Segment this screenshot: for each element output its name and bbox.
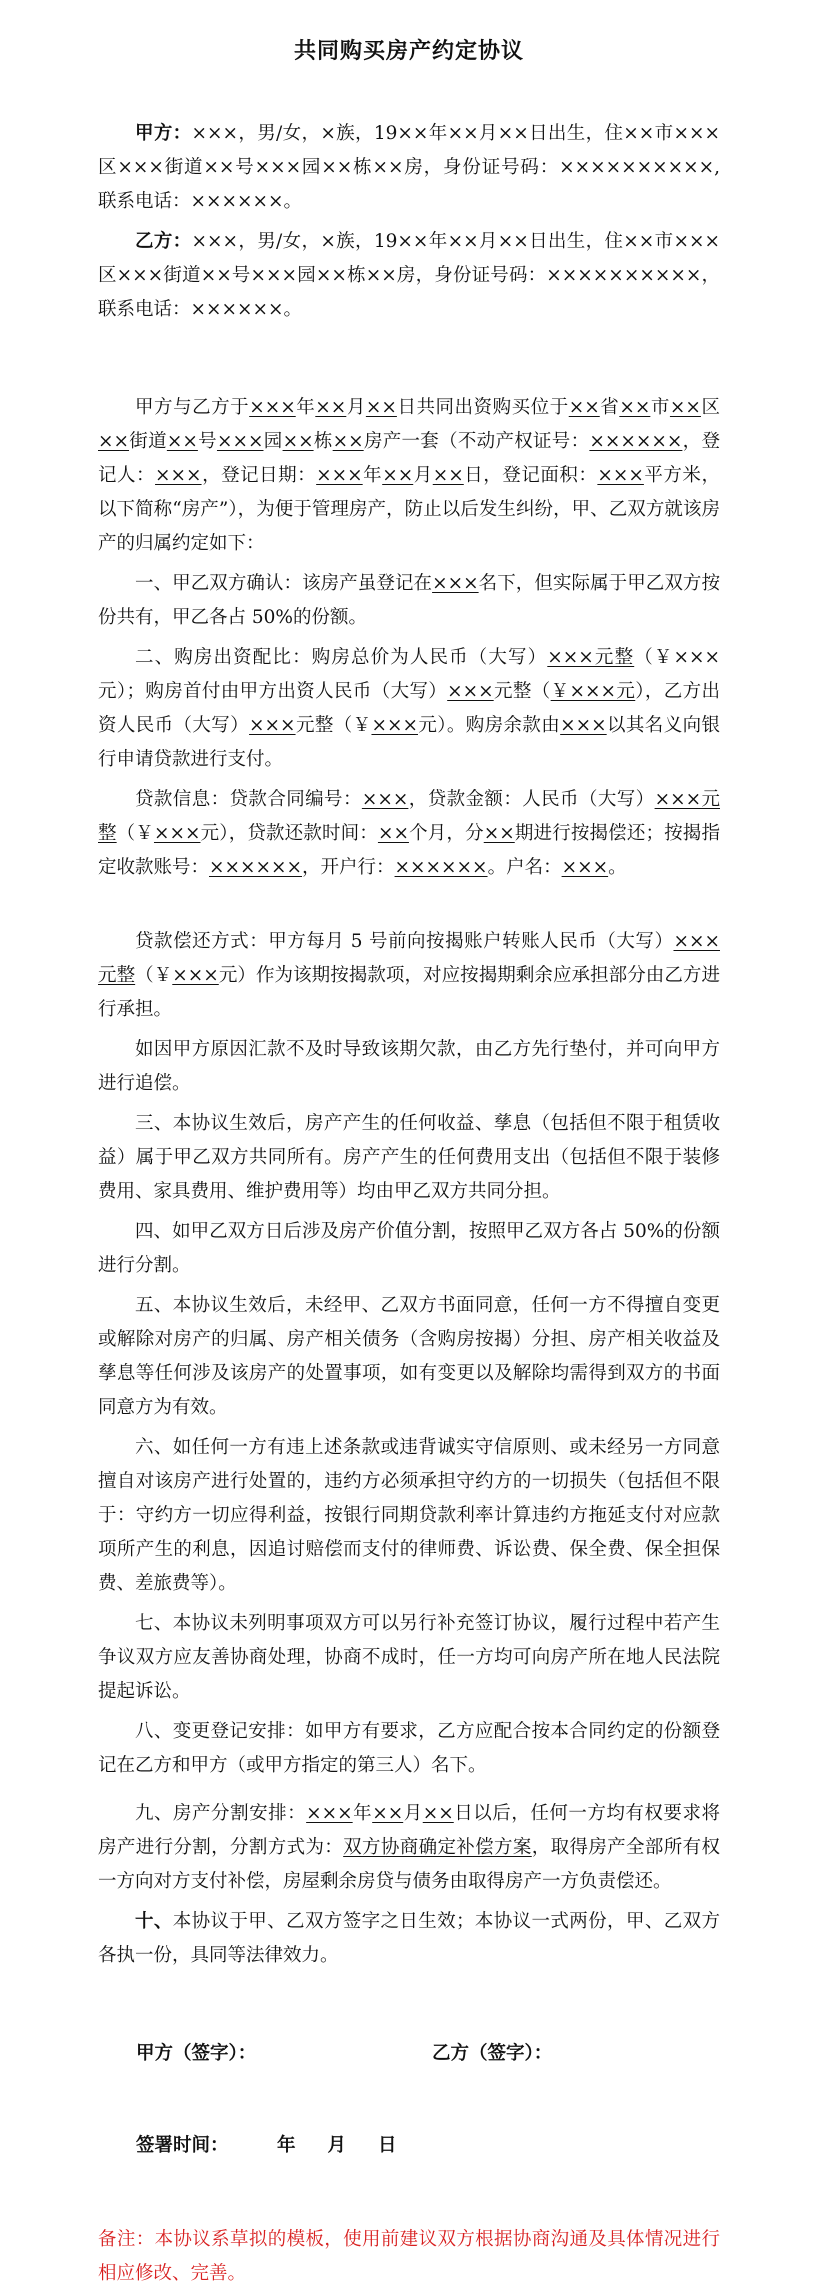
date-month-unit: 月 [327,2135,347,2156]
blank-field: ×××元整 [547,647,635,668]
text: ，贷款金额：人民币（大写） [408,789,655,810]
blank-field: ×× [315,397,347,418]
text: 甲方与乙方于 [135,397,250,418]
document-title: 共同购买房产约定协议 [293,39,524,64]
text: 月 [413,465,433,486]
text: 市 [650,397,670,418]
party-b-text: ×××，男/女，×族，19××年××月××日出生，住××市×××区×××街道××号×××园××栋××房，身份证号码：××××××××××，联系电话：××××××。 [98,231,720,320]
text: （￥ [135,965,173,986]
clause-1 [98,567,720,635]
text: 期进行按揭偿还；按揭指定收款账号： [98,823,720,878]
blank-field: ×× [98,431,130,452]
blank-field: ×× [669,397,701,418]
text: 以其名义向银行申请贷款进行支付。 [98,715,720,770]
text: ），乙方出资人民币（大写） [98,681,720,736]
blank-field: ×××××× [589,431,683,452]
party-a-text: ×××，男/女，×族，19××年××月××日出生，住××市×××区×××街道××号×××园××栋××房，身份证号码：××××××××××,联系电话：××××××。 [98,123,720,212]
blank-field: ××× [447,681,494,702]
repayment-method [98,925,720,1027]
blank-field: ×× [382,465,414,486]
blank-field: ×× [432,465,464,486]
date-year-unit: 年 [277,2135,296,2156]
party-a-info [98,117,720,219]
blank-field: ××× [597,465,644,486]
text: 九、房产分割安排： [135,1803,307,1824]
blank-field: ××× [371,715,418,736]
text: 贷款信息：贷款合同编号： [135,789,362,810]
clause-3: 三、本协议生效后，房产产生的任何收益、孳息（包括但不限于租赁收益）属于甲乙双方共同所有。房产产生的任何费用支出（包括但不限于装修费用、家具费用、维护费用等）均由甲乙双方共同分担。 [98,1113,720,1202]
blank-field: ××× [361,789,409,810]
blank-field: ×× [365,397,397,418]
clause-2 [98,641,720,777]
text: 元）。购房余款由 [417,715,561,736]
signature-row [98,2037,720,2071]
clause-7: 七、本协议未列明事项双方可以另行补充签订协议，履行过程中若产生争议双方应友善协商处理，协商不成时，任一方均可向房产所在地人民法院提起诉讼。 [98,1613,720,1702]
text: 元整（￥ [295,715,372,736]
text: 日共同出资购买位于 [396,397,569,418]
text: 年 [362,465,383,486]
party-a-signature-label: 甲方（签字）： [136,2043,257,2064]
blank-field: ××× [249,397,296,418]
blank-field: ××× [306,1803,353,1824]
text: 月 [346,397,366,418]
text: 区 [700,397,720,418]
blank-field: ×× [377,823,409,844]
text: 元），贷款还款时间： [200,823,378,844]
blank-field: ×× [166,431,198,452]
text: 日，登记面积： [463,465,598,486]
text: 栋 [313,431,333,452]
blank-field: ×××××× [394,857,488,878]
blank-field: ×× [568,397,600,418]
party-b-label: 乙方： [135,231,192,252]
text: 日以后，任何一方均有权要求将房产进行分割，分割方式为： [98,1803,720,1858]
blank-field: ×××元整 [98,789,720,844]
blank-field: ××× [249,715,296,736]
text: 名下，但实际属于甲乙双方按份共有，甲乙各占 50%的份额。 [98,573,720,628]
blank-field: ×××××× [209,857,303,878]
blank-field: ××× [316,465,363,486]
blank-field: ××× [153,823,201,844]
clause-9 [98,1797,720,1899]
text: 省 [599,397,620,418]
text: （￥ [116,823,154,844]
text: 贷款偿还方式：甲方每月 5 号前向按揭账户转账人民币（大写） [135,931,674,952]
text: （￥×××元）；购房首付由甲方出资人民币（大写） [98,647,720,702]
blank-field: ××× [432,573,479,594]
text: 。 [608,857,627,878]
signing-date-row [98,2129,720,2163]
text: 。户名： [487,857,562,878]
blank-field: ××× [216,431,264,452]
text: 号 [197,431,217,452]
text: 元）作为该期按揭款项，对应按揭期剩余应承担部分由乙方进行承担。 [98,965,720,1020]
clause-8: 八、变更登记安排：如甲方有要求，乙方应配合按本合同约定的份额登记在乙方和甲方（或甲方指定的第三人）名下。 [98,1721,720,1776]
text: 元整（ [493,681,551,702]
text: 一、甲乙双方确认：该房产虽登记在 [135,573,433,594]
blank-field: ￥×××元 [550,681,636,702]
text: ，登记日期： [201,465,317,486]
text: 年 [295,397,316,418]
clause-10-number: 十、 [135,1911,173,1932]
blank-field: ××× [561,857,609,878]
clause-5: 五、本协议生效后，未经甲、乙双方书面同意，任何一方不得擅自变更或解除对房产的归属、房产相关债务（含购房按揭）分担、房产相关收益及孳息等任何涉及该房产的处置事项，如有变更以及解除均需得到双方的书面同意方为有效。 [98,1295,720,1418]
blank-field: ×× [483,823,515,844]
blank-field: ×× [619,397,651,418]
text: ，登记人： [98,431,720,486]
signing-date-label: 签署时间： [136,2135,229,2156]
party-a-label: 甲方： [135,123,192,144]
blank-field: ×× [372,1803,404,1824]
blank-field: ××× [172,965,219,986]
blank-field: ××× [155,465,202,486]
blank-field: ×× [282,431,314,452]
blank-field: ××× [560,715,607,736]
advance-payment: 如因甲方原因汇款不及时导致该期欠款，由乙方先行垫付，并可向甲方进行追偿。 [98,1039,720,1094]
clause-6: 六、如任何一方有违上述条款或违背诚实守信原则、或未经另一方同意擅自对该房产进行处置的，违约方必须承担守约方的一切损失（包括但不限于：守约方一切应得利益，按银行同期贷款利率计算违约方拖延支付对应款项所产生的利息，因追讨赔偿而支付的律师费、诉讼费、保全费、保全担保费、差旅费等）。 [98,1437,720,1594]
text: 平方米，以下简称“房产”），为便于管理房产，防止以后发生纠纷，甲、乙双方就该房产的归属约定如下： [98,465,720,554]
text: 月 [403,1803,423,1824]
text: 街道 [129,431,167,452]
text: 年 [352,1803,373,1824]
blank-field: 双方协商确定补偿方案 [343,1837,532,1858]
blank-field: ×× [332,431,364,452]
blank-field: ×××元整 [98,931,720,986]
text: 园 [263,431,283,452]
clause-10-text: 本协议于甲、乙双方签字之日生效；本协议一式两份，甲、乙双方各执一份，具同等法律效力。 [98,1911,720,1966]
clause-10 [98,1905,720,1973]
text: ，开户行： [302,857,395,878]
text: 个月，分 [408,823,484,844]
party-b-signature-label: 乙方（签字）： [432,2043,553,2064]
text: ，取得房产全部所有权一方向对方支付补偿，房屋剩余房贷与债务由取得房产一方负责偿还。 [98,1837,720,1892]
intro-paragraph [98,391,720,561]
text: 房产一套（不动产权证号： [363,431,590,452]
text: 二、购房出资配比：购房总价为人民币（大写） [135,647,548,668]
remark-note: 备注：本协议系草拟的模板，使用前建议双方根据协商沟通及具体情况进行相应修改、完善。 [98,2229,720,2284]
party-b-info [98,225,720,327]
date-day-unit: 日 [378,2135,397,2156]
blank-field: ×× [422,1803,454,1824]
loan-info [98,783,720,885]
clause-4: 四、如甲乙双方日后涉及房产价值分割，按照甲乙双方各占 50%的份额进行分割。 [98,1221,720,1276]
